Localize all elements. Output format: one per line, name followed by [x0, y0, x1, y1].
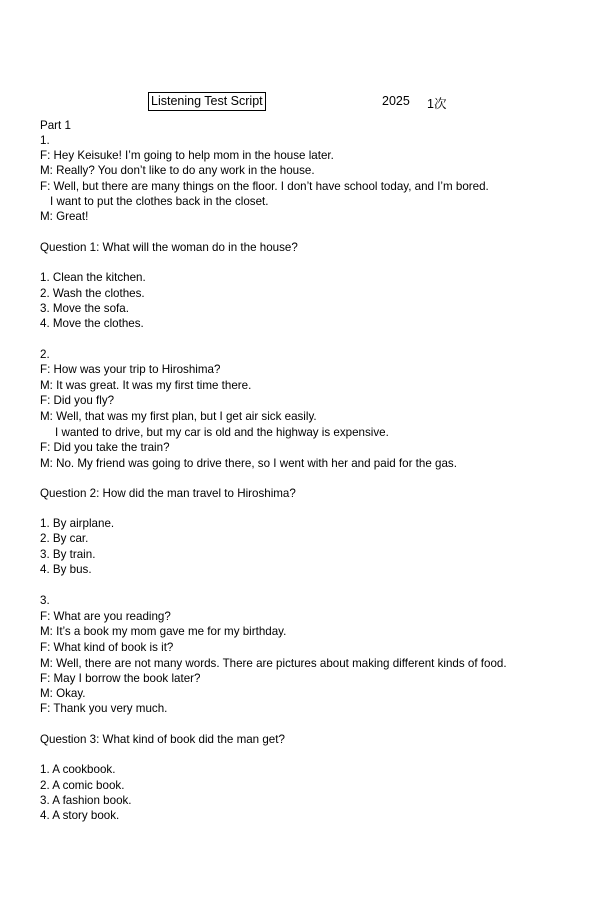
dialogue-line: M: Really? You don’t like to do any work in the house.: [40, 164, 315, 177]
dialogue-line: F: What kind of book is it?: [40, 641, 174, 654]
dialogue-line: M: It was great. It was my first time there.: [40, 379, 252, 392]
answer-option: 4. Move the clothes.: [40, 317, 144, 330]
answer-option: 1. Clean the kitchen.: [40, 271, 146, 284]
dialogue-line: F: Thank you very much.: [40, 702, 168, 715]
section-number: 1.: [40, 134, 50, 147]
dialogue-line: F: What are you reading?: [40, 610, 171, 623]
dialogue-line: I want to put the clothes back in the closet.: [50, 195, 269, 208]
dialogue-line: F: How was your trip to Hiroshima?: [40, 363, 221, 376]
dialogue-line: F: May I borrow the book later?: [40, 672, 201, 685]
answer-option: 2. Wash the clothes.: [40, 287, 145, 300]
answer-option: 4. A story book.: [40, 809, 120, 822]
dialogue-line: M: Great!: [40, 210, 89, 223]
answer-option: 3. Move the sofa.: [40, 302, 129, 315]
question-text: Question 2: How did the man travel to Hiroshima?: [40, 487, 296, 500]
dialogue-line: M: It’s a book my mom gave me for my birthday.: [40, 625, 287, 638]
page-title: Listening Test Script: [148, 92, 266, 111]
section-number: 3.: [40, 594, 50, 607]
dialogue-line: M: Okay.: [40, 687, 86, 700]
dialogue-line: F: Hey Keisuke! I’m going to help mom in the house later.: [40, 149, 334, 162]
dialogue-line: M: Well, that was my first plan, but I get air sick easily.: [40, 410, 317, 423]
dialogue-line: F: Did you take the train?: [40, 441, 170, 454]
answer-option: 1. A cookbook.: [40, 763, 116, 776]
dialogue-line: I wanted to drive, but my car is old and the highway is expensive.: [55, 426, 389, 439]
part-label: Part 1: [40, 119, 71, 132]
answer-option: 4. By bus.: [40, 563, 92, 576]
answer-option: 2. By car.: [40, 532, 89, 545]
question-text: Question 1: What will the woman do in the house?: [40, 241, 298, 254]
question-text: Question 3: What kind of book did the man get?: [40, 733, 285, 746]
answer-option: 2. A comic book.: [40, 779, 125, 792]
dialogue-line: M: No. My friend was going to drive there, so I went with her and paid for the gas.: [40, 457, 457, 470]
answer-option: 3. By train.: [40, 548, 96, 561]
dialogue-line: F: Did you fly?: [40, 394, 115, 407]
answer-option: 1. By airplane.: [40, 517, 115, 530]
answer-option: 3. A fashion book.: [40, 794, 132, 807]
section-number: 2.: [40, 348, 50, 361]
dialogue-line: M: Well, there are not many words. There are pictures about making different kinds of food.: [40, 657, 507, 670]
year-label: 2025: [382, 94, 410, 108]
dialogue-line: F: Well, but there are many things on the floor. I don’t have school today, and I’m bored.: [40, 180, 489, 193]
session-label: 1次: [427, 97, 447, 111]
